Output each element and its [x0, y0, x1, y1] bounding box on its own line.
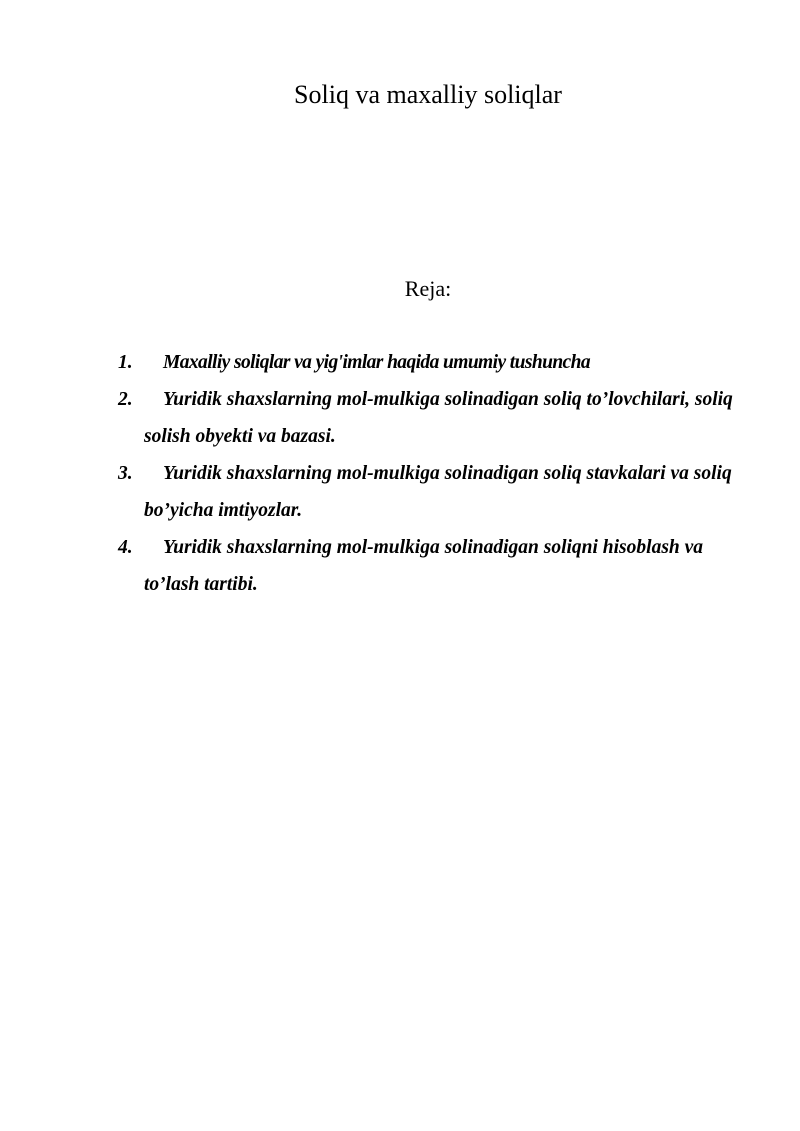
- plan-list: [118, 344, 758, 603]
- list-item-text: Maxalliy soliqlar va yig'imlar haqida umumiy tushuncha: [163, 352, 591, 373]
- list-item-text: Yuridik shaxslarning mol-mulkiga solinadigan soliq stavkalari va soliq bo’yicha imtiyozlar.: [144, 463, 732, 521]
- list-item-number: 2.: [118, 389, 133, 410]
- list-item: [118, 344, 758, 381]
- page-title: Soliq va maxalliy soliqlar: [294, 80, 562, 109]
- list-item: [118, 455, 758, 529]
- list-item-text: Yuridik shaxslarning mol-mulkiga solinadigan soliqni hisoblash va to’lash tartibi.: [144, 537, 704, 595]
- plan-heading: Reja:: [404, 276, 452, 301]
- list-item-number: 3.: [118, 463, 133, 484]
- list-item-number: 1.: [118, 352, 133, 373]
- list-item: [118, 381, 758, 455]
- list-item-text: Yuridik shaxslarning mol-mulkiga solinadigan soliq to’lovchilari, soliq solish obyekti va bazasi.: [144, 389, 733, 447]
- list-item: [118, 529, 758, 603]
- list-item-number: 4.: [118, 537, 133, 558]
